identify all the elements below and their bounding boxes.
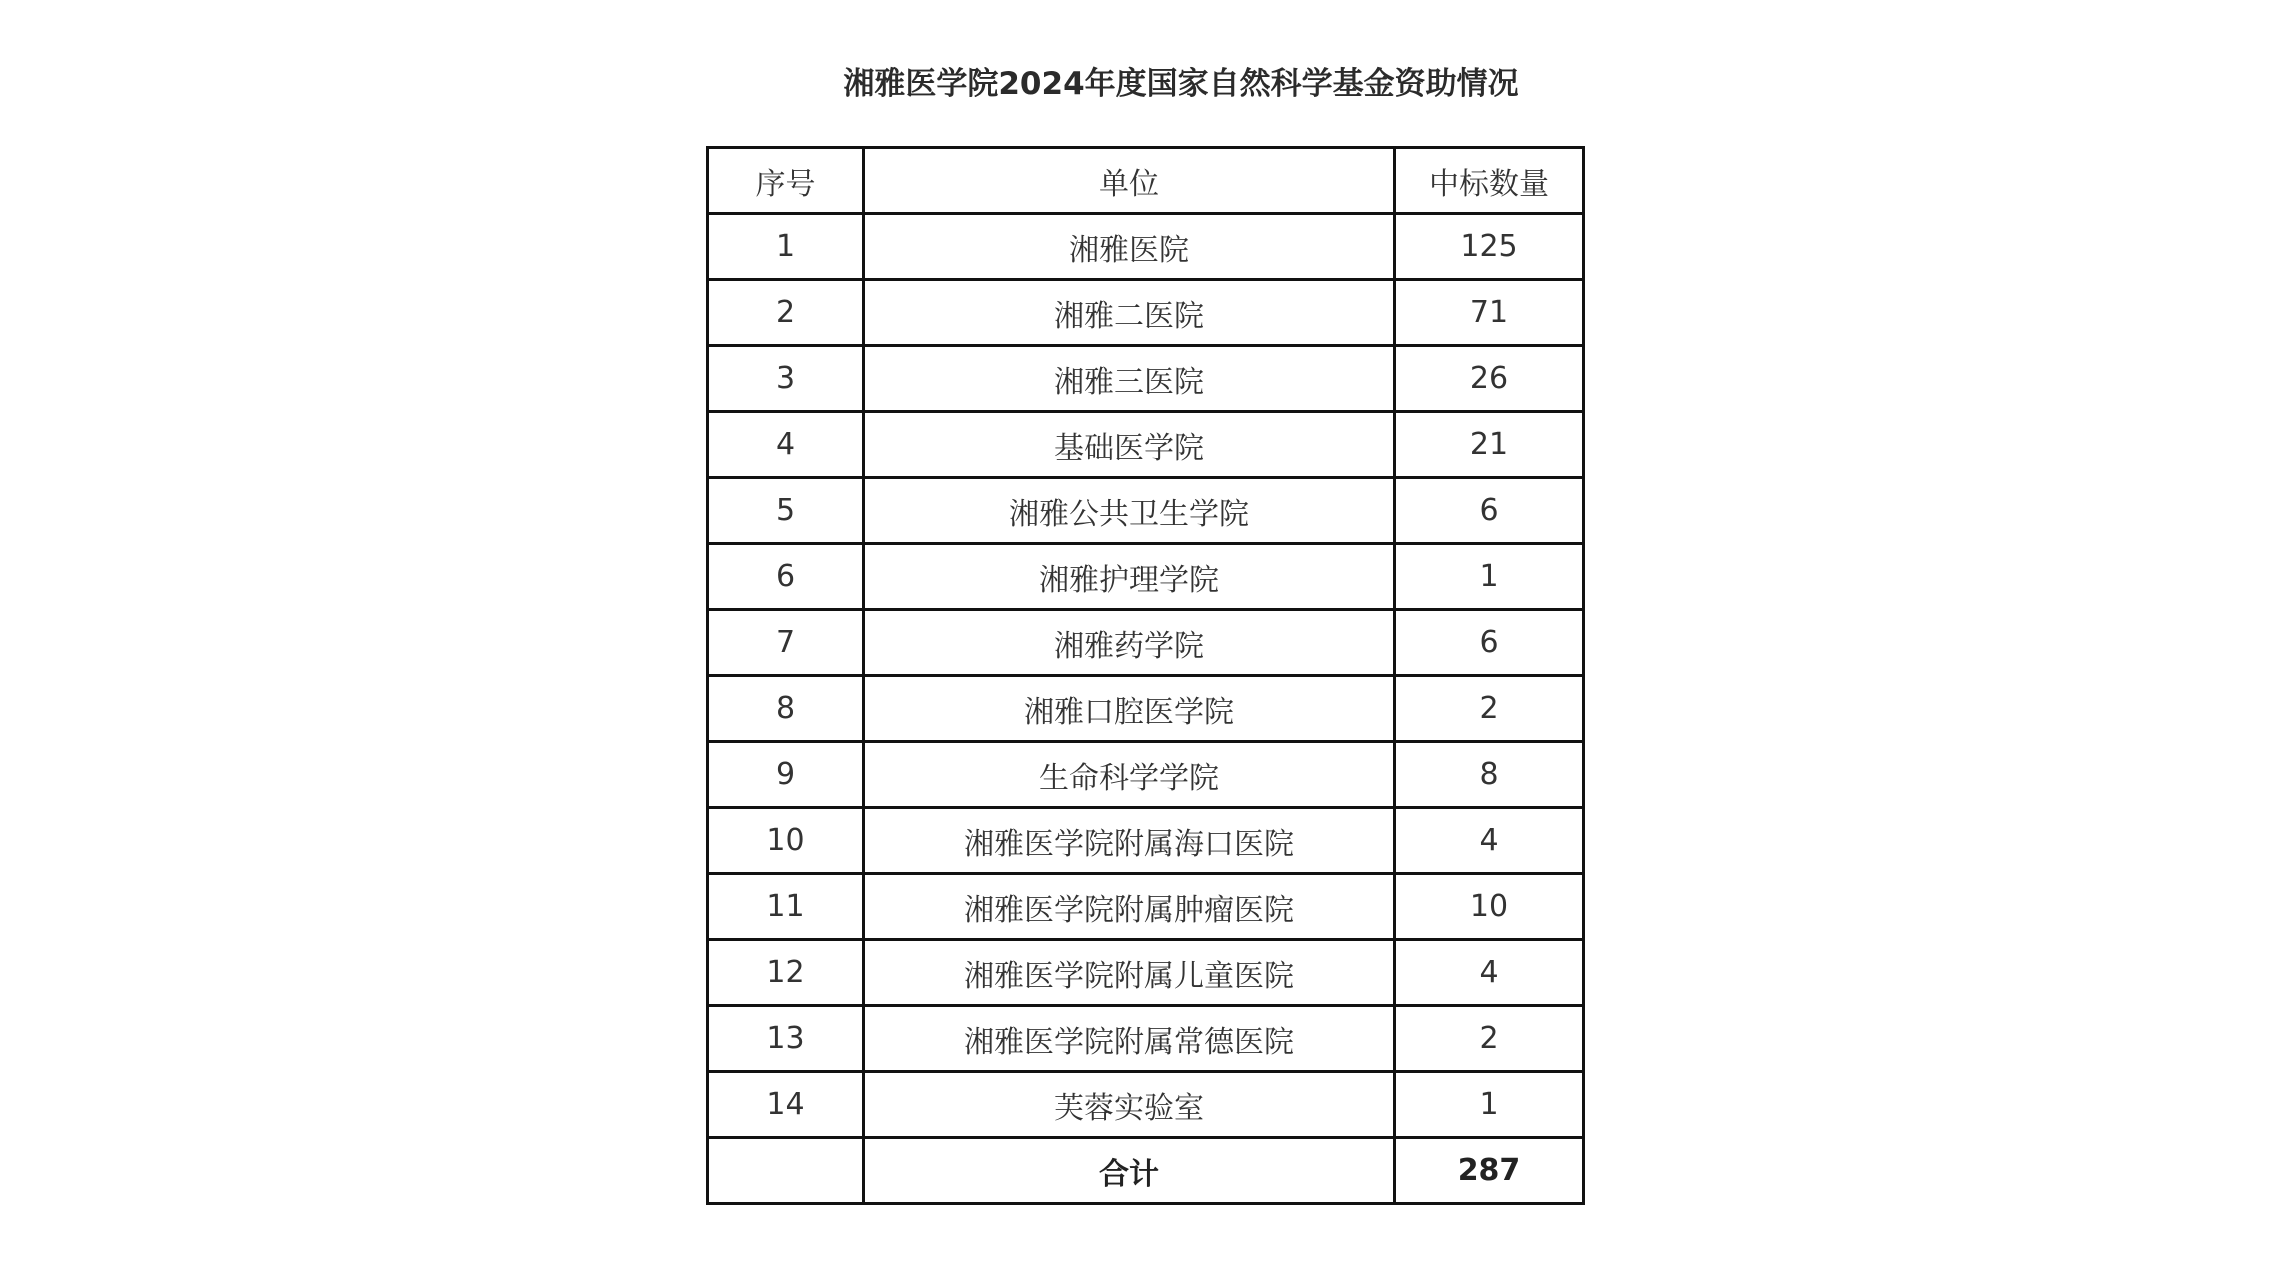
cell-count: 2 — [1395, 1006, 1584, 1072]
cell-count: 4 — [1395, 940, 1584, 1006]
table-row — [708, 610, 1584, 676]
table-row — [708, 940, 1584, 1006]
header-no: 序号 — [708, 148, 864, 214]
table-row — [708, 280, 1584, 346]
cell-count: 10 — [1395, 874, 1584, 940]
table-header-row — [708, 148, 1584, 214]
cell-count: 6 — [1395, 478, 1584, 544]
table-row — [708, 1006, 1584, 1072]
cell-count: 1 — [1395, 1072, 1584, 1138]
funding-table — [706, 146, 1585, 1205]
table-row — [708, 544, 1584, 610]
cell-unit: 湘雅三医院 — [864, 346, 1395, 412]
cell-no: 13 — [708, 1006, 864, 1072]
header-unit: 单位 — [864, 148, 1395, 214]
total-label: 合计 — [864, 1138, 1395, 1204]
cell-no: 11 — [708, 874, 864, 940]
cell-unit: 湘雅医学院附属海口医院 — [864, 808, 1395, 874]
cell-no: 9 — [708, 742, 864, 808]
cell-count: 8 — [1395, 742, 1584, 808]
total-count: 287 — [1395, 1138, 1584, 1204]
cell-unit: 湘雅医学院附属儿童医院 — [864, 940, 1395, 1006]
cell-no: 3 — [708, 346, 864, 412]
cell-unit: 湘雅护理学院 — [864, 544, 1395, 610]
cell-no: 10 — [708, 808, 864, 874]
cell-count: 26 — [1395, 346, 1584, 412]
table-row — [708, 346, 1584, 412]
table-row — [708, 412, 1584, 478]
cell-count: 2 — [1395, 676, 1584, 742]
cell-no: 4 — [708, 412, 864, 478]
cell-no: 14 — [708, 1072, 864, 1138]
cell-unit: 生命科学学院 — [864, 742, 1395, 808]
cell-count: 125 — [1395, 214, 1584, 280]
cell-count: 21 — [1395, 412, 1584, 478]
cell-count: 6 — [1395, 610, 1584, 676]
cell-no: 7 — [708, 610, 864, 676]
cell-unit: 湘雅医学院附属肿瘤医院 — [864, 874, 1395, 940]
cell-unit: 湘雅药学院 — [864, 610, 1395, 676]
total-empty-cell — [708, 1138, 864, 1204]
header-count: 中标数量 — [1395, 148, 1584, 214]
cell-no: 6 — [708, 544, 864, 610]
page-title: 湘雅医学院2024年度国家自然科学基金资助情况 — [843, 66, 1519, 102]
cell-count: 4 — [1395, 808, 1584, 874]
cell-no: 8 — [708, 676, 864, 742]
cell-no: 5 — [708, 478, 864, 544]
cell-unit: 湘雅口腔医学院 — [864, 676, 1395, 742]
cell-unit: 湘雅公共卫生学院 — [864, 478, 1395, 544]
cell-unit: 湘雅医院 — [864, 214, 1395, 280]
table-row — [708, 808, 1584, 874]
table-row — [708, 478, 1584, 544]
table-row — [708, 214, 1584, 280]
table-row — [708, 874, 1584, 940]
table-row — [708, 1072, 1584, 1138]
cell-unit: 芙蓉实验室 — [864, 1072, 1395, 1138]
cell-unit: 湘雅医学院附属常德医院 — [864, 1006, 1395, 1072]
total-row — [708, 1138, 1584, 1204]
cell-unit: 基础医学院 — [864, 412, 1395, 478]
cell-no: 2 — [708, 280, 864, 346]
table-row — [708, 676, 1584, 742]
cell-count: 1 — [1395, 544, 1584, 610]
cell-unit: 湘雅二医院 — [864, 280, 1395, 346]
cell-no: 1 — [708, 214, 864, 280]
cell-no: 12 — [708, 940, 864, 1006]
table-row — [708, 742, 1584, 808]
cell-count: 71 — [1395, 280, 1584, 346]
